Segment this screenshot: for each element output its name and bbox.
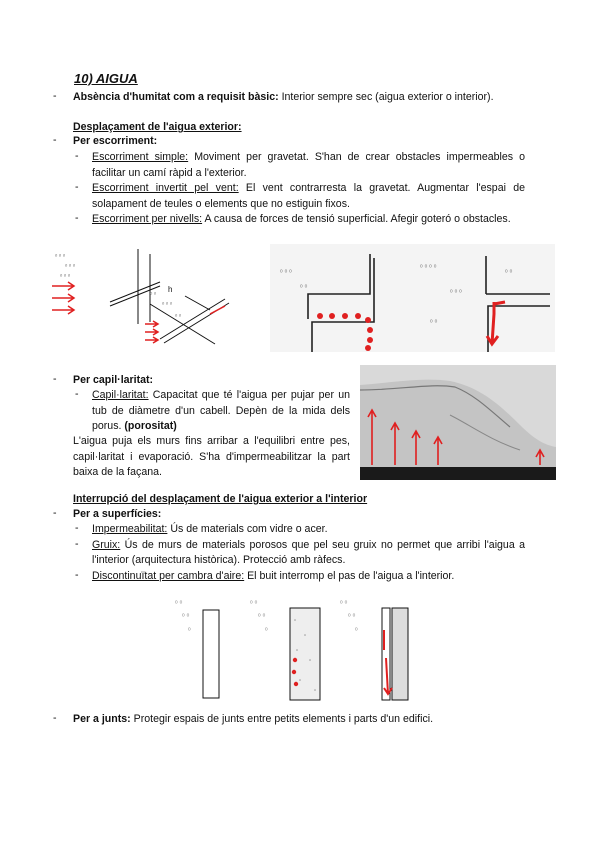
list-item: - Escorriment per nivells: A causa de forces de tensió superficial. Afegir goteró o obstacles. xyxy=(75,212,511,225)
list-item: - Escorriment invertit pel vent: El vent contrarresta la gravetat. Augmentar l'espai de solapament de teules o elements que no estiguin fixos. xyxy=(75,181,526,210)
escorriment-label: Per escorriment: xyxy=(73,135,158,147)
superficies-label: Per a superfícies: xyxy=(73,508,162,520)
item-text: El vent contrarresta la gravetat. Augmentar l'espai de solapament de teules o elements que no estiguin fixos. xyxy=(92,182,526,210)
svg-text:ᵒ ᵒ ᵒ ᵒ: ᵒ ᵒ ᵒ ᵒ xyxy=(420,264,437,271)
item-text: Capacitat que té l'aigua per pujar per un tub de diàmetre d'un cabell. Depèn de la mida dels porus. xyxy=(92,389,350,432)
svg-text:ᵒ ᵒ: ᵒ ᵒ xyxy=(258,613,266,620)
list-item: - Escorriment simple: Moviment per gravetat. S'han de crear obstacles impermeables o facilitar un camí ràpid a l'exterior. xyxy=(75,150,525,179)
bullet-dash: - xyxy=(53,507,57,519)
item-text: Ús de murs de materials porosos que pel seu gruix no permet que arribi l'aigua a l'interior (arquitectura històrica). Protecció amb ràfecs. xyxy=(92,538,525,566)
svg-text:ᵒ ᵒ ᵒ: ᵒ ᵒ ᵒ xyxy=(55,254,66,260)
capillaritat-item: - Capil·laritat: Capacitat que té l'aigua per pujar per un tub de diàmetre d'un cabell. Depèn de la mida dels porus. (porositat) xyxy=(75,388,350,432)
superficies-list xyxy=(75,522,525,584)
item-text: El buit interromp el pas de l'aigua a l'interior. xyxy=(244,569,455,582)
junts-line xyxy=(73,711,433,727)
bullet-dash: - xyxy=(53,90,57,102)
item-bold: (porositat) xyxy=(124,420,177,432)
svg-text:ᵒ: ᵒ xyxy=(355,627,358,634)
section2-heading: Interrupció del desplaçament de l'aigua exterior a l'interior xyxy=(73,493,368,505)
item-term: Discontinuïtat per cambra d'aire: xyxy=(92,569,245,582)
svg-text:ᵒ ᵒ: ᵒ ᵒ xyxy=(300,284,308,291)
list-item: - Impermeabilitat: Ús de materials com vidre o acer. xyxy=(75,522,328,535)
escorriment-list xyxy=(75,150,525,228)
svg-text:ᵒ ᵒ: ᵒ ᵒ xyxy=(175,314,182,320)
intro-bold: Absència d'humitat com a requisit bàsic: xyxy=(73,91,279,103)
capillaritat-photo-figure xyxy=(360,365,556,480)
capillaritat-label: Per capil·laritat: xyxy=(73,374,154,386)
intro-text: Interior sempre sec (aigua exterior o interior). xyxy=(278,91,494,103)
escorriment-sketch-figure xyxy=(50,244,250,352)
item-text: A causa de forces de tensió superficial. Afegir goteró o obstacles. xyxy=(202,213,511,225)
svg-text:ᵒ ᵒ: ᵒ ᵒ xyxy=(182,613,190,620)
item-text: Moviment per gravetat. S'han de crear obstacles impermeables o facilitar un camí ràpid a l'exterior. xyxy=(92,151,525,179)
list-item: - Gruix: Ús de murs de materials porosos que pel seu gruix no permet que arribi l'aigua a l'interior (arquitectura històrica). Protecció amb ràfecs. xyxy=(75,537,525,566)
item-text: Ús de materials com vidre o acer. xyxy=(167,523,328,535)
item-term: Impermeabilitat: xyxy=(92,523,168,535)
svg-text:ᵒ: ᵒ xyxy=(265,627,268,634)
svg-text:ᵒ ᵒ ᵒ: ᵒ ᵒ ᵒ xyxy=(60,274,71,280)
page-title: 10) AIGUA xyxy=(74,71,138,86)
bullet-dash: - xyxy=(53,712,57,724)
item-term: Escorriment simple: xyxy=(92,151,189,163)
svg-text:ᵒ: ᵒ xyxy=(188,627,191,634)
svg-text:ᵒ ᵒ ᵒ: ᵒ ᵒ ᵒ xyxy=(65,264,76,270)
svg-text:ᵒ ᵒ: ᵒ ᵒ xyxy=(175,600,183,607)
list-item: - Discontinuïtat per cambra d'aire: El buit interromp el pas de l'aigua a l'interior. xyxy=(75,568,455,582)
svg-text:ᵒ ᵒ: ᵒ ᵒ xyxy=(505,269,513,276)
item-term: Escorriment invertit pel vent: xyxy=(92,182,239,194)
section1-heading: Desplaçament de l'aigua exterior: xyxy=(73,121,242,133)
fig1-label: h xyxy=(168,285,173,294)
svg-text:ᵒ ᵒ ᵒ: ᵒ ᵒ ᵒ xyxy=(162,302,173,308)
bullet-dash: - xyxy=(53,134,57,146)
capillaritat-paragraph: L'aigua puja els murs fins arribar a l'equilibri entre pes, capil·laritat i evaporació. S'ha d'impermeabilitzar la part baixa de la façana. xyxy=(73,435,350,478)
bullet-dash: - xyxy=(53,373,57,385)
svg-text:ᵒ ᵒ: ᵒ ᵒ xyxy=(430,319,438,326)
nivells-scan-figure xyxy=(270,244,555,352)
junts-text: Protegir espais de junts entre petits elements i parts d'un edifici. xyxy=(130,713,434,725)
svg-text:ᵒ ᵒ: ᵒ ᵒ xyxy=(150,292,157,298)
junts-label: Per a junts: xyxy=(73,713,131,725)
svg-text:ᵒ ᵒ: ᵒ ᵒ xyxy=(340,600,348,607)
walls-figure xyxy=(170,590,430,702)
item-term: Gruix: xyxy=(92,538,121,551)
intro-line xyxy=(73,89,494,105)
svg-text:ᵒ ᵒ: ᵒ ᵒ xyxy=(348,613,356,620)
svg-text:ᵒ ᵒ ᵒ: ᵒ ᵒ ᵒ xyxy=(280,269,292,276)
svg-text:ᵒ ᵒ: ᵒ ᵒ xyxy=(250,600,258,607)
item-term: Escorriment per nivells: xyxy=(92,213,203,225)
svg-text:ᵒ ᵒ ᵒ: ᵒ ᵒ ᵒ xyxy=(450,289,462,296)
item-term: Capil·laritat: xyxy=(92,389,149,401)
